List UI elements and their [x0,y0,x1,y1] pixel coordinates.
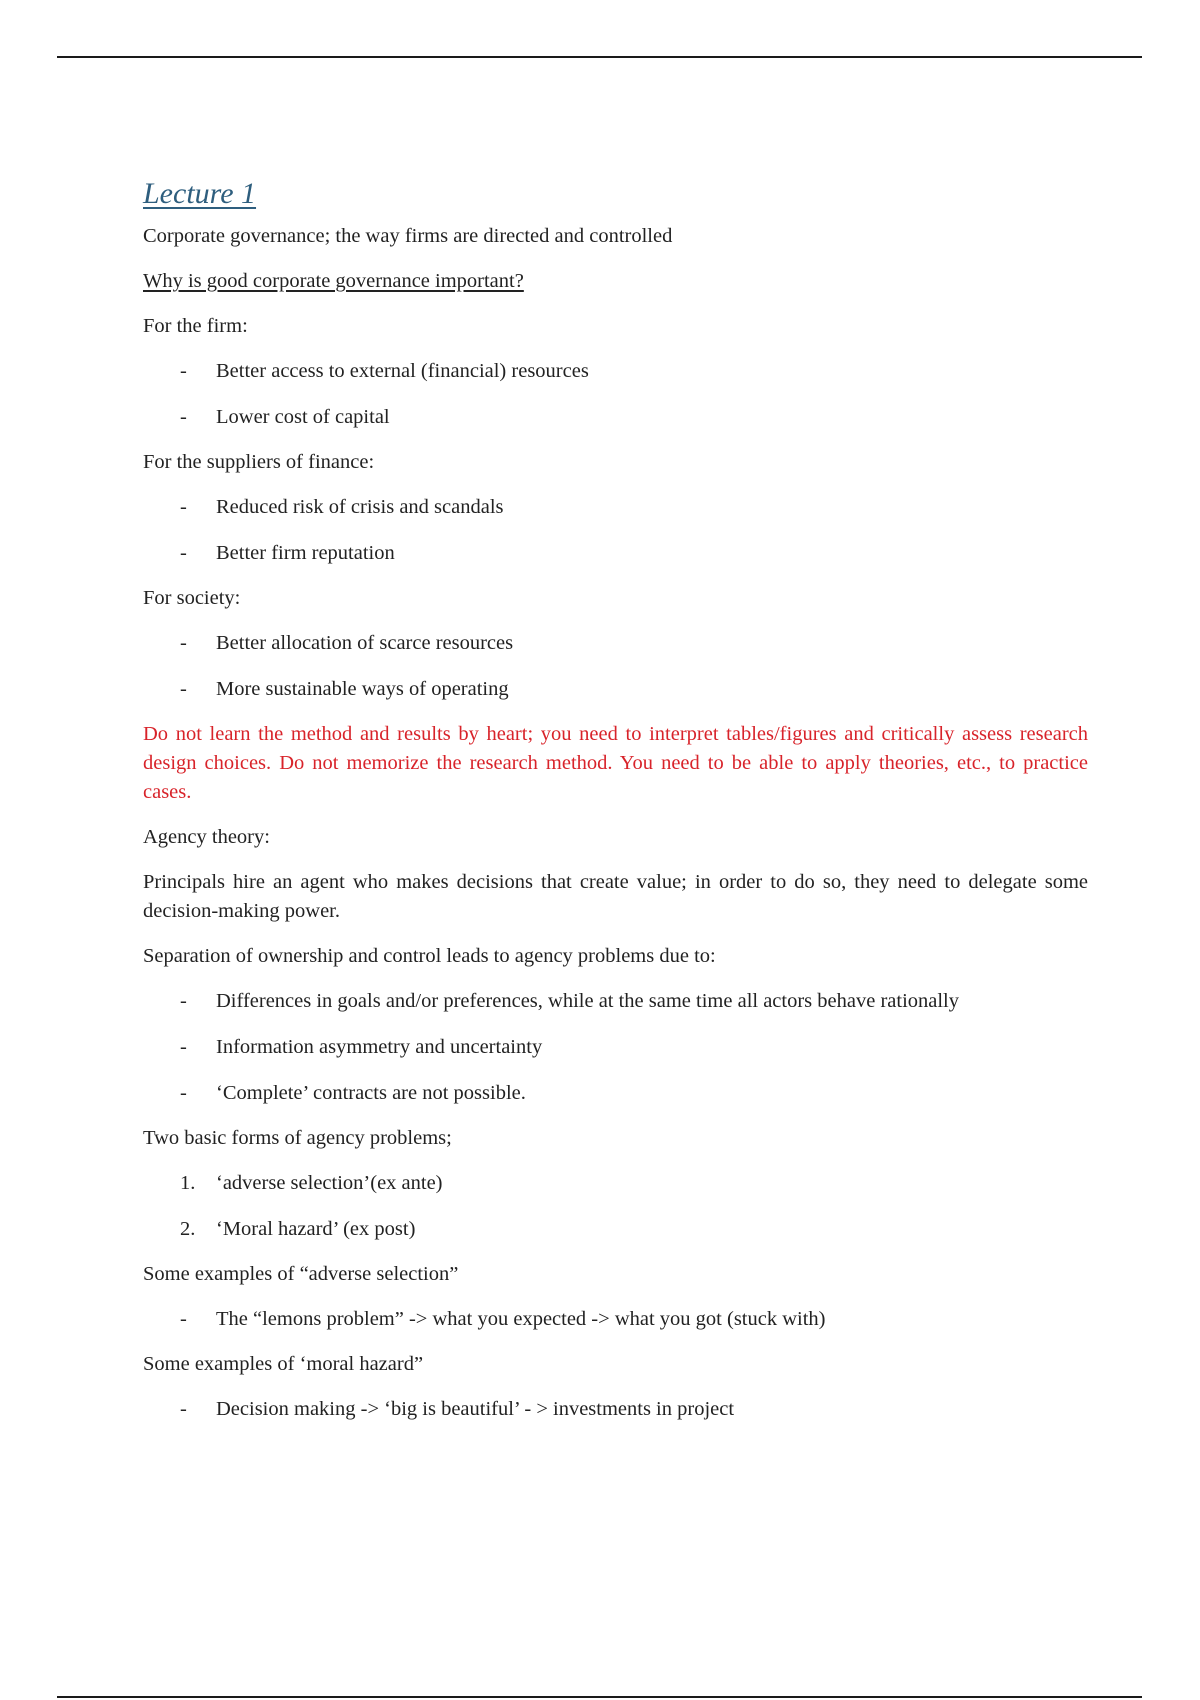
list-item-text: More sustainable ways of operating [216,678,509,700]
section-label-society: For society: [143,587,241,609]
dash-marker: - [180,632,187,654]
dash-marker: - [180,1308,187,1330]
number-marker: 2. [180,1218,196,1240]
page-title: Lecture 1 [143,177,257,210]
forms-label: Two basic forms of agency problems; [143,1127,452,1149]
dash-marker: - [180,406,187,428]
dash-marker: - [180,678,187,700]
section-label-firm: For the firm: [143,315,248,337]
list-item-text: Differences in goals and/or preferences, while at the same time all actors behave rationally [216,990,960,1012]
firm-list [143,357,1088,432]
moral-hazard-label: Some examples of ‘moral hazard” [143,1353,424,1375]
separation-list [143,987,1088,1108]
list-item-text: Better allocation of scarce resources [216,632,514,654]
list-item [143,357,1088,386]
footer-rule [57,1696,1142,1698]
list-item-text: ‘Moral hazard’ (ex post) [216,1218,416,1240]
list-item [143,539,1088,568]
list-item [143,493,1088,522]
list-item [143,1305,1088,1334]
agency-theory-label: Agency theory: [143,826,270,848]
dash-marker: - [180,1398,187,1420]
list-item-text: Information asymmetry and uncertainty [216,1036,543,1058]
adverse-selection-list [143,1305,1088,1334]
dash-marker: - [180,990,187,1012]
list-item-text: Lower cost of capital [216,406,390,428]
list-item [143,1033,1088,1062]
list-item [143,1215,1088,1244]
list-item-text: ‘adverse selection’(ex ante) [216,1172,443,1194]
header-rule [57,56,1142,58]
dash-marker: - [180,542,187,564]
list-item-text: Reduced risk of crisis and scandals [216,496,504,518]
society-list [143,629,1088,704]
agency-theory-text: Principals hire an agent who makes decisions that create value; in order to do so, they need to delegate some decision-making power. [143,871,1088,922]
number-marker: 1. [180,1172,196,1194]
list-item-text: ‘Complete’ contracts are not possible. [216,1082,526,1104]
dash-marker: - [180,1036,187,1058]
document-body [143,176,1088,1440]
list-item-text: The “lemons problem” -> what you expected -> what you got (stuck with) [216,1308,826,1330]
list-item [143,629,1088,658]
list-item-text: Better access to external (financial) resources [216,360,589,382]
list-item [143,1079,1088,1108]
suppliers-list [143,493,1088,568]
definition-text: Corporate governance; the way firms are directed and controlled [143,225,673,247]
dash-marker: - [180,1082,187,1104]
study-note: Do not learn the method and results by heart; you need to interpret tables/figures and critically assess research design choices. Do not memorize the research method. You need to be able to apply theories, etc., to practice cases. [143,723,1088,803]
list-item-text: Decision making -> ‘big is beautiful’ - > investments in project [216,1398,735,1420]
question-heading: Why is good corporate governance important? [143,270,524,292]
list-item [143,1395,1088,1424]
separation-label: Separation of ownership and control leads to agency problems due to: [143,945,716,967]
list-item [143,987,1088,1016]
list-item [143,403,1088,432]
forms-list [143,1169,1088,1244]
list-item [143,1169,1088,1198]
adverse-selection-label: Some examples of “adverse selection” [143,1263,459,1285]
moral-hazard-list [143,1395,1088,1424]
dash-marker: - [180,360,187,382]
list-item [143,675,1088,704]
list-item-text: Better firm reputation [216,542,395,564]
dash-marker: - [180,496,187,518]
section-label-suppliers: For the suppliers of finance: [143,451,375,473]
